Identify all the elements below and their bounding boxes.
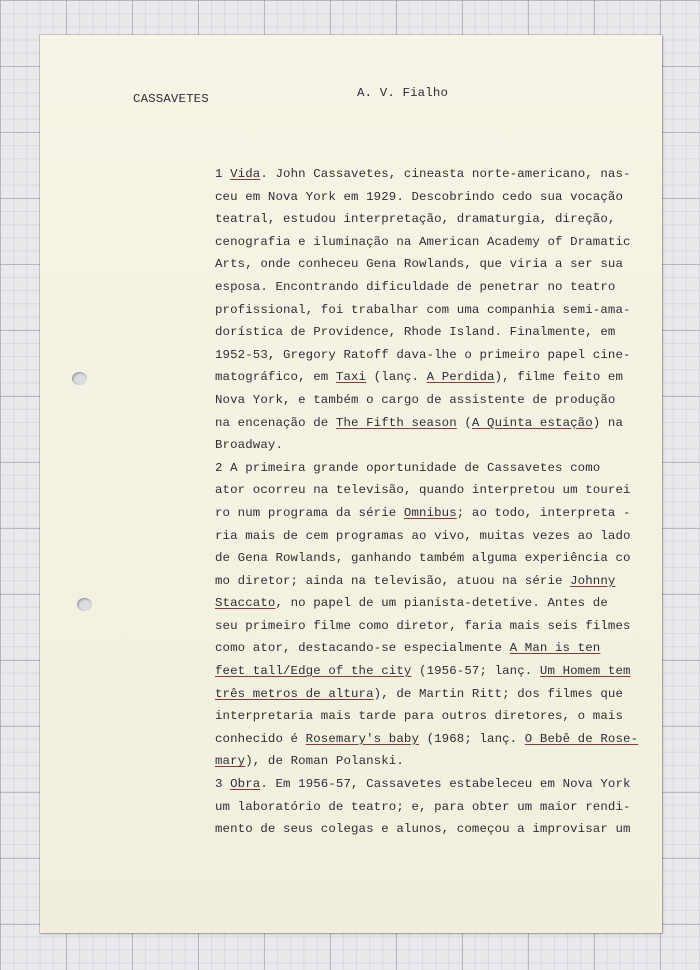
underlined-title: Vida: [230, 167, 261, 181]
text-line: [215, 231, 635, 254]
text-line: [215, 502, 635, 525]
text-line: [215, 163, 635, 186]
text-segment: 3: [215, 777, 231, 792]
underlined-title: Taxi: [335, 370, 367, 385]
text-segment: 1952-53, Gregory Ratoff dava-lhe o primeiro papel cine-: [215, 347, 631, 362]
text-line: [215, 750, 635, 773]
underlined-title: Omnibus: [403, 505, 457, 520]
underlined-title: mary: [215, 754, 246, 769]
text-segment: ator ocorreu na televisão, quando interpretou um tourei: [215, 483, 631, 498]
text-segment: ; ao todo, interpreta -: [456, 505, 631, 520]
text-line: [215, 434, 635, 457]
text-segment: matográfico, em: [215, 370, 336, 385]
text-segment: dorística de Providence, Rhode Island. Finalmente, em: [215, 325, 616, 340]
underlined-title: Rosemary's baby: [305, 731, 420, 746]
underlined-title: Um Homem tem: [539, 664, 631, 679]
text-line: [215, 366, 635, 389]
text-line: [215, 186, 635, 209]
text-segment: ), de Roman Polanski.: [245, 754, 404, 769]
text-segment: teatral, estudou interpretação, dramaturgia, direção,: [215, 212, 616, 227]
text-segment: de Gena Rowlands, ganhando também alguma experiência co: [215, 551, 631, 566]
text-segment: Broadway.: [215, 438, 284, 453]
underlined-title: A Quinta estação: [471, 415, 593, 430]
text-segment: profissional, foi trabalhar com uma companhia semi-ama-: [215, 302, 631, 317]
text-line: [215, 547, 635, 570]
text-segment: mo diretor; ainda na televisão, atuou na série: [215, 573, 571, 588]
text-line: [215, 412, 635, 435]
text-segment: ria mais de cem programas ao vivo, muitas vezes ao lado: [215, 528, 631, 543]
underlined-title: Johnny: [570, 573, 616, 588]
text-segment: como ator, destacando-se especialmente: [215, 641, 510, 656]
text-segment: mento de seus colegas e alunos, começou a improvisar um: [215, 822, 631, 837]
text-segment: ), de Martin Ritt; dos filmes que: [373, 686, 624, 701]
underlined-title: feet tall/Edge of the city: [215, 664, 412, 679]
punch-hole: [77, 598, 92, 611]
text-segment: . John Cassavetes, cineasta norte-americano, nas-: [260, 167, 631, 181]
underlined-title: Obra: [230, 777, 261, 792]
text-segment: ceu em Nova York em 1929. Descobrindo cedo sua vocação: [215, 189, 624, 204]
text-segment: 1: [215, 167, 231, 181]
text-segment: um laboratório de teatro; e, para obter um maior rendi-: [215, 799, 631, 814]
text-line: [215, 705, 635, 728]
text-line: [215, 592, 635, 615]
text-segment: (lanç.: [366, 370, 427, 385]
underlined-title: A Man is ten: [509, 641, 601, 656]
text-line: [215, 796, 635, 819]
underlined-title: Staccato: [215, 596, 276, 611]
text-segment: cenografia e iluminação na American Academy of Dramatic: [215, 234, 631, 249]
underlined-title: A Perdida: [426, 370, 495, 385]
text-segment: 2 A primeira grande oportunidade de Cassavetes como: [215, 460, 601, 475]
text-segment: Arts, onde conheceu Gena Rowlands, que viria a ser sua: [215, 257, 624, 272]
text-line: [215, 479, 635, 502]
header-title: CASSAVETES: [133, 92, 209, 106]
text-segment: ), filme feito em: [494, 370, 624, 385]
text-line: [215, 321, 635, 344]
text-segment: (1956-57; lanç.: [411, 664, 540, 679]
text-segment: esposa. Encontrando dificuldade de penetrar no teatro: [215, 279, 616, 294]
text-line: [215, 344, 635, 367]
text-line: [215, 660, 635, 683]
text-line: [215, 525, 635, 548]
text-line: [215, 389, 635, 412]
text-segment: Nova York, e também o cargo de assistente de produção: [215, 392, 616, 407]
text-line: [215, 299, 635, 322]
text-line: [215, 208, 635, 231]
text-line: [215, 570, 635, 593]
text-line: [215, 683, 635, 706]
text-segment: interpretaria mais tarde para outros diretores, o mais: [215, 709, 624, 724]
text-line: [215, 253, 635, 276]
text-line: [215, 818, 635, 841]
underlined-title: O Bebê de Rose-: [524, 731, 639, 746]
text-segment: (: [456, 415, 472, 430]
text-line: [215, 615, 635, 638]
text-segment: na encenação de: [215, 415, 336, 430]
text-segment: seu primeiro filme como diretor, faria mais seis filmes: [215, 618, 631, 633]
text-line: [215, 637, 635, 660]
text-segment: (1968; lanç.: [419, 731, 525, 746]
text-segment: , no papel de um pianista-detetive. Antes de: [275, 596, 608, 611]
text-segment: ) na: [592, 415, 624, 430]
text-line: [215, 773, 635, 796]
underlined-title: três metros de altura: [215, 686, 374, 701]
text-line: [215, 457, 635, 480]
text-line: [215, 276, 635, 299]
text-segment: ro num programa da série: [215, 505, 404, 520]
body-text: [215, 163, 639, 841]
text-line: [215, 728, 639, 751]
underlined-title: The Fifth season: [335, 415, 457, 430]
text-segment: . Em 1956-57, Cassavetes estabeleceu em Nova York: [260, 777, 631, 792]
punch-hole: [72, 372, 87, 385]
header-author: A. V. Fialho: [357, 86, 449, 100]
text-segment: conhecido é: [215, 731, 306, 746]
